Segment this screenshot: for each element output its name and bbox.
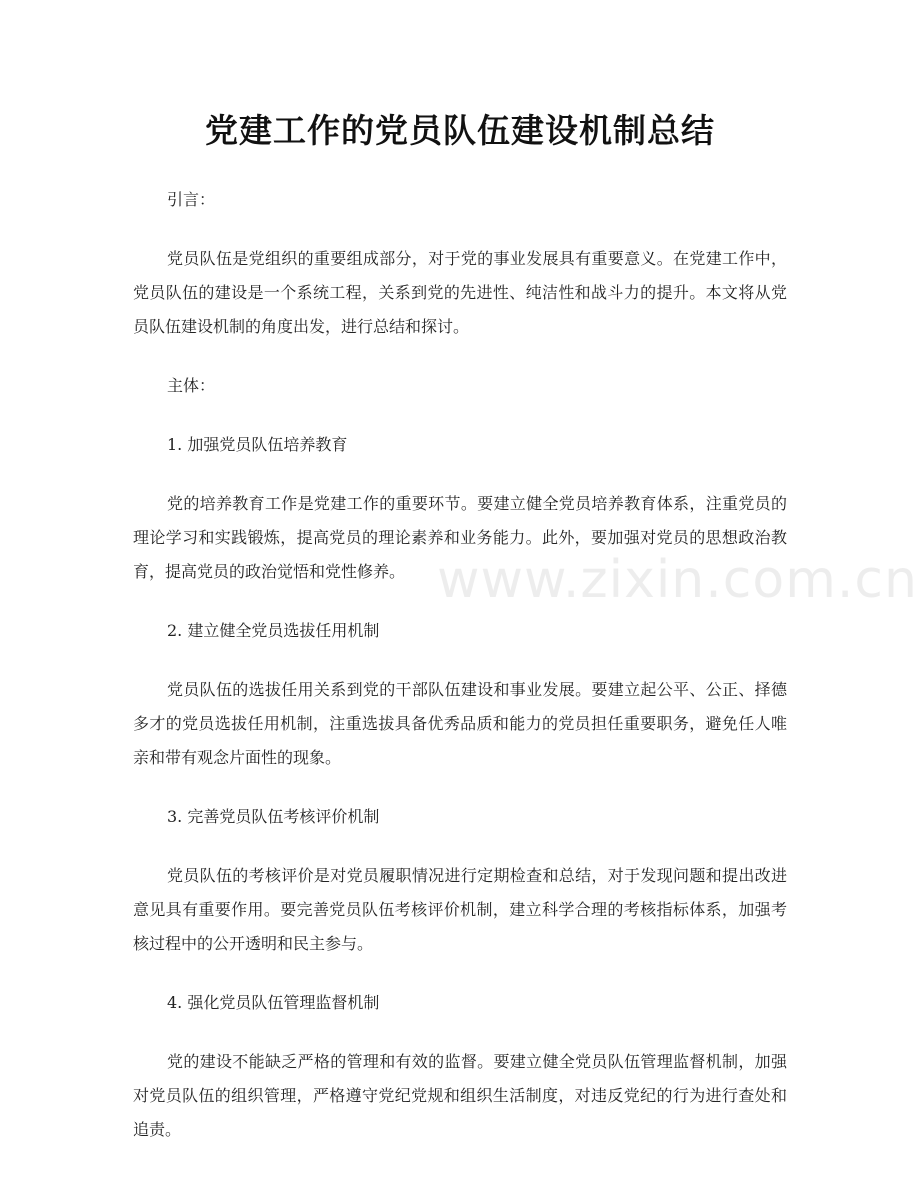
section-heading-2: 2. 建立健全党员选拔任用机制: [167, 621, 380, 640]
section-paragraph-4: 党的建设不能缺乏严格的管理和有效的监督。要建立健全党员队伍管理监督机制，加强对党员队伍的组织管理，严格遵守党纪党规和组织生活制度，对违反党纪的行为进行查处和追责。: [133, 1052, 787, 1139]
main-body-label: 主体：: [167, 376, 216, 395]
document-body: [133, 183, 787, 1172]
intro-label: 引言：: [167, 190, 216, 209]
section-paragraph-1: 党的培养教育工作是党建工作的重要环节。要建立健全党员培养教育体系，注重党员的理论学习和实践锻炼，提高党员的理论素养和业务能力。此外，要加强对党员的思想政治教育，提高党员的政治觉悟和党性修养。: [133, 494, 787, 581]
intro-paragraph: 党员队伍是党组织的重要组成部分，对于党的事业发展具有重要意义。在党建工作中，党员队伍的建设是一个系统工程，关系到党的先进性、纯洁性和战斗力的提升。本文将从党员队伍建设机制的角度出发，进行总结和探讨。: [133, 249, 787, 336]
section-heading-1: 1. 加强党员队伍培养教育: [167, 435, 348, 454]
watermark: www.zixin.com.cn: [437, 550, 918, 610]
section-heading-3: 3. 完善党员队伍考核评价机制: [167, 807, 380, 826]
section-heading-4: 4. 强化党员队伍管理监督机制: [167, 993, 380, 1012]
section-paragraph-3: 党员队伍的考核评价是对党员履职情况进行定期检查和总结，对于发现问题和提出改进意见具有重要作用。要完善党员队伍考核评价机制，建立科学合理的考核指标体系，加强考核过程中的公开透明和民主参与。: [133, 866, 787, 953]
document-title: 党建工作的党员队伍建设机制总结: [205, 111, 715, 150]
section-paragraph-2: 党员队伍的选拔任用关系到党的干部队伍建设和事业发展。要建立起公平、公正、择德多才的党员选拔任用机制，注重选拔具备优秀品质和能力的党员担任重要职务，避免任人唯亲和带有观念片面性的现象。: [133, 680, 787, 767]
